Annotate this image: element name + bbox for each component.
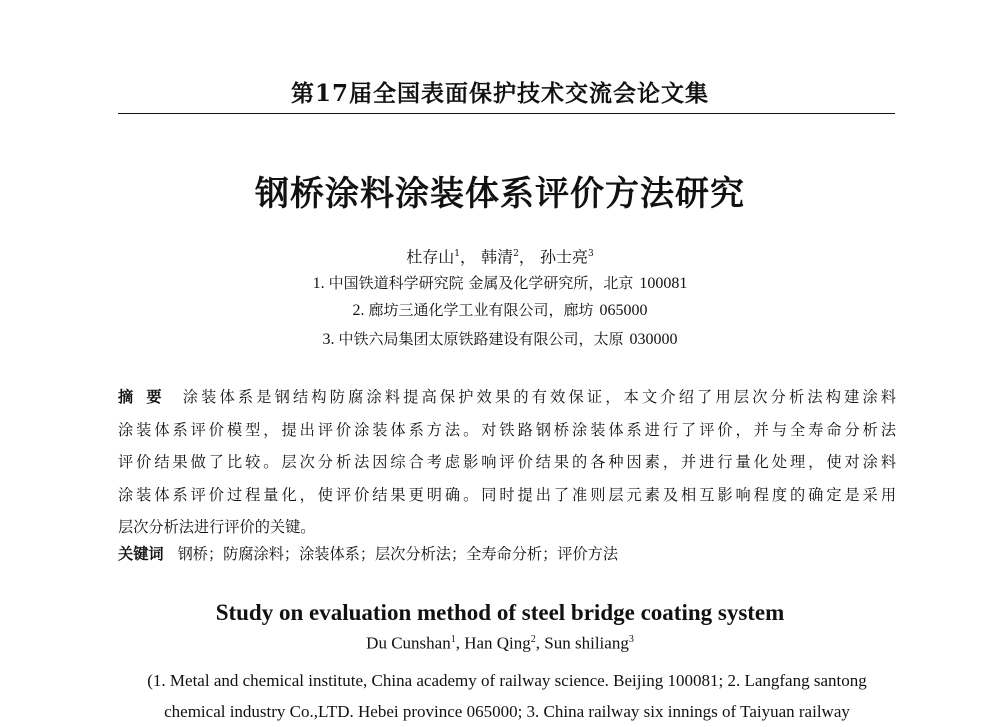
author-affiliation-mark: 3 [628, 634, 634, 645]
affiliation-1 [0, 272, 1000, 295]
affiliation-english-line: chemical industry Co.,LTD. Hebei province 065000; 3. China railway six innings of Taiyuan railway [164, 702, 850, 721]
author-separator: , [455, 633, 465, 653]
affiliation-postcode: 065000 [599, 302, 648, 319]
title-chinese: 钢桥涂料涂装体系评价方法研究 [255, 174, 745, 214]
author-affiliation-mark: 1 [450, 634, 456, 645]
abstract [118, 381, 896, 544]
author-affiliation-mark: 3 [588, 249, 594, 259]
affiliation-3 [0, 328, 1000, 351]
affiliation-postcode: 030000 [629, 331, 678, 348]
author-separator: ， [460, 247, 477, 267]
abstract-line: 涂装体系评价模型，提出评价涂装体系方法。对铁路钢桥涂装体系进行了评价，并与全寿命分析法 [118, 420, 896, 439]
author-affiliation-mark: 2 [513, 249, 519, 259]
affiliation-postcode: 100081 [639, 275, 688, 292]
affiliation-text: 中铁六局集团太原铁路建设有限公司，太原 [338, 330, 624, 348]
authors-english [0, 628, 1000, 656]
affiliation-2 [0, 299, 1000, 322]
keywords-label: 关键词 [118, 545, 164, 563]
abstract-line: 评价结果做了比较。层次分析法因综合考虑影响评价结果的各种因素，并进行量化处理，使对涂料 [118, 453, 896, 471]
author-name: Du Cunshan [366, 633, 451, 653]
author-name: Han Qing [464, 633, 531, 653]
keywords-text: 钢桥；防腐涂料；涂装体系；层次分析法；全寿命分析；评价方法 [177, 545, 618, 563]
authors-chinese [0, 243, 1000, 268]
abstract-line: 层次分析法进行评价的关键。 [118, 518, 316, 536]
abstract-label: 摘要 [118, 388, 175, 406]
author-separator: ， [518, 247, 535, 267]
header-rule [118, 113, 895, 114]
author-name: Sun shiliang [544, 633, 629, 653]
running-header: 第17届全国表面保护技术交流会论文集 [290, 80, 709, 107]
affiliation-number: 2. [352, 302, 365, 319]
title-english: Study on evaluation method of steel bridge coating system [215, 600, 785, 625]
author-affiliation-mark: 1 [454, 249, 461, 259]
keywords [118, 538, 896, 570]
author-name: 杜存山 [406, 247, 455, 267]
author-name: 韩清 [481, 247, 514, 267]
affiliation-text: 中国铁道科学研究院 金属及化学研究所，北京 [328, 274, 634, 292]
author-separator: , [535, 633, 545, 653]
author-affiliation-mark: 2 [530, 634, 536, 645]
affiliation-text: 廊坊三通化学工业有限公司，廊坊 [368, 301, 594, 319]
affiliation-number: 1. [312, 275, 325, 292]
abstract-line-text: 涂装体系是钢结构防腐涂料提高保护效果的有效保证，本文介绍了用层次分析法构建涂料 [182, 388, 897, 406]
affiliation-english-line: (1. Metal and chemical institute, China academy of railway science. Beijing 100081; 2. Langfang santong [147, 671, 867, 690]
abstract-line [118, 381, 896, 414]
abstract-line: 涂装体系评价过程量化，使评价结果更明确。同时提出了准则层元素及相互影响程度的确定是采用 [118, 485, 896, 504]
affiliations-english [118, 665, 896, 727]
affiliation-number: 3. [322, 331, 335, 348]
author-name: 孙士亮 [539, 247, 588, 267]
